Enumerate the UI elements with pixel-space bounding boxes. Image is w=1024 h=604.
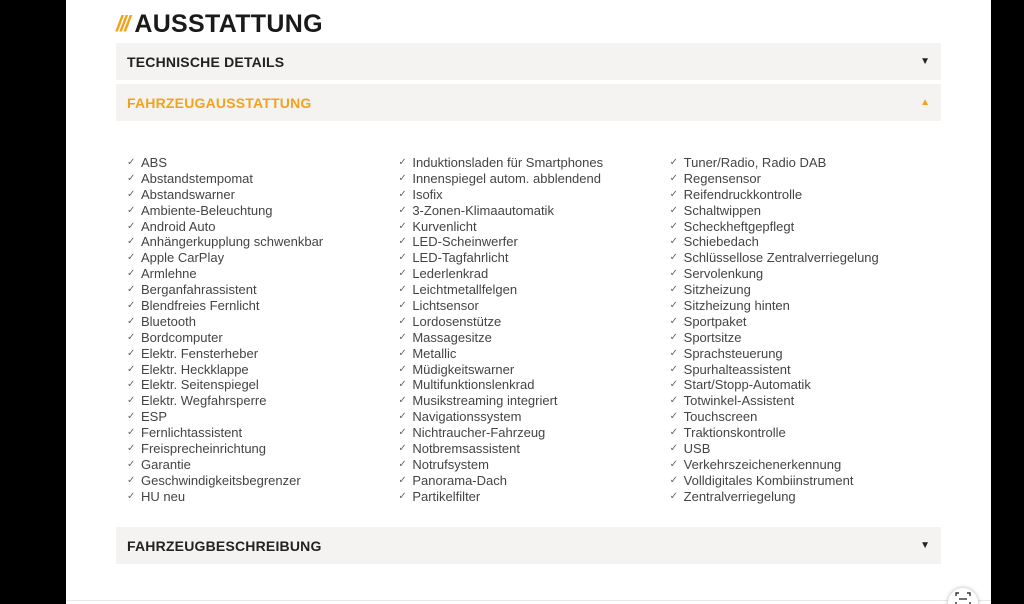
feature-item <box>670 346 941 362</box>
feature-label: Berganfahrassistent <box>141 282 257 298</box>
feature-label: Freisprecheinrichtung <box>141 441 267 457</box>
feature-label: LED-Tagfahrlicht <box>412 250 509 266</box>
feature-label: Massagesitze <box>412 329 492 345</box>
feature-item <box>670 155 941 171</box>
feature-label: Bordcomputer <box>141 329 223 345</box>
feature-item <box>670 298 941 314</box>
checkmark-icon: ✓ <box>398 331 407 343</box>
checkmark-icon: ✓ <box>398 236 407 248</box>
checkmark-icon: ✓ <box>127 347 136 359</box>
feature-item <box>670 330 941 346</box>
feature-item <box>398 457 669 473</box>
feature-label: Sprachsteuerung <box>683 345 783 361</box>
checkmark-icon: ✓ <box>669 268 679 280</box>
checkmark-icon: ✓ <box>669 458 679 470</box>
feature-item <box>670 266 941 282</box>
feature-item <box>398 489 669 505</box>
feature-item <box>127 187 398 203</box>
checkmark-icon: ✓ <box>398 443 407 455</box>
feature-label: Metallic <box>412 345 457 361</box>
feature-item <box>127 457 398 473</box>
checkmark-icon: ✓ <box>669 395 679 407</box>
feature-column-2 <box>398 155 669 505</box>
feature-label: Lichtsensor <box>412 298 479 314</box>
checkmark-icon: ✓ <box>669 220 679 232</box>
feature-item <box>670 203 941 219</box>
checkmark-icon: ✓ <box>398 427 407 439</box>
feature-label: Sitzheizung <box>683 282 751 298</box>
checkmark-icon: ✓ <box>127 379 136 391</box>
checkmark-icon: ✓ <box>398 474 407 486</box>
checkmark-icon: ✓ <box>669 204 679 216</box>
feature-item <box>398 187 669 203</box>
feature-label: Lordosenstütze <box>412 313 502 329</box>
feature-item <box>398 409 669 425</box>
feature-item <box>127 266 398 282</box>
feature-label: Totwinkel-Assistent <box>683 393 795 409</box>
feature-label: Müdigkeitswarner <box>412 361 515 377</box>
feature-column-3 <box>670 155 941 505</box>
feature-item <box>670 234 941 250</box>
checkmark-icon: ✓ <box>669 347 679 359</box>
feature-label: Traktionskontrolle <box>683 425 786 441</box>
feature-item <box>398 234 669 250</box>
section-heading <box>116 8 323 40</box>
accordion-vehicle-equipment[interactable] <box>116 84 941 121</box>
feature-item <box>398 203 669 219</box>
feature-label: Abstandswarner <box>141 186 235 202</box>
feature-label: Apple CarPlay <box>141 250 225 266</box>
feature-label: Isofix <box>412 186 443 202</box>
chevron-down-icon[interactable]: ▼ <box>920 540 930 551</box>
feature-label: Notrufsystem <box>412 456 489 472</box>
checkmark-icon: ✓ <box>398 490 407 502</box>
checkmark-icon: ✓ <box>669 331 679 343</box>
checkmark-icon: ✓ <box>127 458 136 470</box>
feature-label: Spurhalteassistent <box>683 361 791 377</box>
feature-label: 3-Zonen-Klimaautomatik <box>412 202 554 218</box>
feature-label: ESP <box>141 409 168 425</box>
feature-item <box>398 346 669 362</box>
checkmark-icon: ✓ <box>127 220 136 232</box>
scan-icon <box>955 592 971 604</box>
feature-item <box>127 409 398 425</box>
feature-item <box>398 219 669 235</box>
checkmark-icon: ✓ <box>127 236 136 248</box>
feature-item <box>398 425 669 441</box>
checkmark-icon: ✓ <box>398 411 407 423</box>
feature-item <box>670 282 941 298</box>
feature-label: HU neu <box>141 488 186 504</box>
feature-item <box>127 362 398 378</box>
feature-label: Sportpaket <box>683 313 747 329</box>
feature-label: Verkehrszeichenerkennung <box>683 456 842 472</box>
checkmark-icon: ✓ <box>127 252 136 264</box>
feature-label: Innenspiegel autom. abblendend <box>412 170 601 186</box>
feature-item <box>398 362 669 378</box>
feature-label: Nichtraucher-Fahrzeug <box>412 425 546 441</box>
feature-item <box>127 234 398 250</box>
feature-label: Sportsitze <box>683 329 742 345</box>
checkmark-icon: ✓ <box>127 331 136 343</box>
feature-item <box>398 330 669 346</box>
feature-item <box>398 441 669 457</box>
checkmark-icon: ✓ <box>398 172 407 184</box>
checkmark-icon: ✓ <box>669 411 679 423</box>
checkmark-icon: ✓ <box>669 236 679 248</box>
feature-item <box>398 266 669 282</box>
checkmark-icon: ✓ <box>669 315 679 327</box>
feature-label: Scheckheftgepflegt <box>683 218 795 234</box>
checkmark-icon: ✓ <box>127 363 136 375</box>
feature-label: Elektr. Seitenspiegel <box>141 377 259 393</box>
divider <box>66 600 991 601</box>
feature-label: Navigationssystem <box>412 409 522 425</box>
feature-label: Kurvenlicht <box>412 218 477 234</box>
feature-item <box>127 203 398 219</box>
feature-label: Leichtmetallfelgen <box>412 282 518 298</box>
feature-item <box>670 393 941 409</box>
feature-item <box>670 409 941 425</box>
content-page <box>66 0 991 604</box>
feature-label: Volldigitales Kombiinstrument <box>683 472 854 488</box>
feature-item <box>670 219 941 235</box>
feature-label: Blendfreies Fernlicht <box>141 298 260 314</box>
checkmark-icon: ✓ <box>669 379 679 391</box>
feature-label: Ambiente-Beleuchtung <box>141 202 273 218</box>
feature-item <box>398 171 669 187</box>
checkmark-icon: ✓ <box>127 157 136 168</box>
checkmark-icon: ✓ <box>398 458 407 470</box>
heading-accent: /// <box>116 11 129 36</box>
feature-label: Armlehne <box>141 266 197 282</box>
feature-label: Anhängerkupplung schwenkbar <box>141 234 324 250</box>
feature-item <box>670 171 941 187</box>
checkmark-icon: ✓ <box>669 284 679 296</box>
feature-item <box>127 377 398 393</box>
feature-label: USB <box>683 441 711 457</box>
feature-item <box>670 441 941 457</box>
feature-item <box>398 473 669 489</box>
feature-item <box>127 393 398 409</box>
checkmark-icon: ✓ <box>127 315 136 327</box>
feature-item <box>127 250 398 266</box>
feature-item <box>127 155 398 171</box>
checkmark-icon: ✓ <box>127 474 136 486</box>
feature-item <box>670 457 941 473</box>
checkmark-icon: ✓ <box>669 474 679 486</box>
feature-label: Elektr. Heckklappe <box>141 361 249 377</box>
feature-item <box>670 489 941 505</box>
chevron-down-icon[interactable]: ▼ <box>920 56 930 67</box>
checkmark-icon: ✓ <box>669 363 679 375</box>
checkmark-icon: ✓ <box>127 268 136 280</box>
feature-label: Fernlichtassistent <box>141 425 243 441</box>
feature-item <box>398 282 669 298</box>
feature-item <box>670 425 941 441</box>
feature-label: Schaltwippen <box>683 202 761 218</box>
feature-label: Lederlenkrad <box>412 266 489 282</box>
feature-item <box>670 187 941 203</box>
feature-item <box>127 425 398 441</box>
checkmark-icon: ✓ <box>127 443 136 455</box>
feature-label: Multifunktionslenkrad <box>412 377 535 393</box>
feature-item <box>127 298 398 314</box>
feature-list <box>127 155 941 505</box>
feature-item <box>398 250 669 266</box>
feature-label: Touchscreen <box>683 409 758 425</box>
checkmark-icon: ✓ <box>127 427 136 439</box>
checkmark-icon: ✓ <box>127 284 136 296</box>
checkmark-icon: ✓ <box>127 188 136 200</box>
feature-label: Notbremsassistent <box>412 441 520 457</box>
feature-item <box>127 219 398 235</box>
accordion-technical-details[interactable] <box>116 43 941 80</box>
feature-item <box>398 298 669 314</box>
checkmark-icon: ✓ <box>669 300 679 312</box>
feature-label: Start/Stopp-Automatik <box>683 377 811 393</box>
feature-item <box>127 171 398 187</box>
feature-item <box>127 346 398 362</box>
feature-item <box>670 377 941 393</box>
checkmark-icon: ✓ <box>127 300 136 312</box>
feature-label: Reifendruckkontrolle <box>683 186 803 202</box>
chevron-up-icon[interactable]: ▲ <box>920 97 930 108</box>
checkmark-icon: ✓ <box>669 252 679 264</box>
checkmark-icon: ✓ <box>398 268 407 280</box>
feature-label: ABS <box>141 155 168 170</box>
feature-item <box>398 393 669 409</box>
checkmark-icon: ✓ <box>398 204 407 216</box>
feature-label: Regensensor <box>683 170 761 186</box>
feature-label: Zentralverriegelung <box>683 488 796 504</box>
checkmark-icon: ✓ <box>398 395 407 407</box>
feature-label: Musikstreaming integriert <box>412 393 558 409</box>
checkmark-icon: ✓ <box>127 490 136 502</box>
checkmark-icon: ✓ <box>669 490 679 502</box>
accordion-label: FAHRZEUGAUSSTATTUNG <box>127 94 312 111</box>
checkmark-icon: ✓ <box>398 300 407 312</box>
checkmark-icon: ✓ <box>127 411 136 423</box>
feature-item <box>127 314 398 330</box>
feature-item <box>127 330 398 346</box>
feature-label: Tuner/Radio, Radio DAB <box>683 155 827 170</box>
feature-label: Bluetooth <box>141 313 196 329</box>
feature-item <box>670 250 941 266</box>
feature-label: LED-Scheinwerfer <box>412 234 518 250</box>
feature-label: Induktionsladen für Smartphones <box>412 155 604 170</box>
feature-item <box>127 441 398 457</box>
feature-label: Partikelfilter <box>412 488 481 504</box>
checkmark-icon: ✓ <box>398 157 407 168</box>
feature-column-1 <box>127 155 398 505</box>
feature-item <box>398 155 669 171</box>
feature-label: Elektr. Wegfahrsperre <box>141 393 267 409</box>
checkmark-icon: ✓ <box>398 315 407 327</box>
feature-item <box>670 473 941 489</box>
feature-label: Servolenkung <box>683 266 764 282</box>
checkmark-icon: ✓ <box>398 379 407 391</box>
checkmark-icon: ✓ <box>398 284 407 296</box>
feature-label: Panorama-Dach <box>412 472 507 488</box>
feature-label: Geschwindigkeitsbegrenzer <box>141 472 301 488</box>
checkmark-icon: ✓ <box>669 443 679 455</box>
feature-label: Schiebedach <box>683 234 759 250</box>
checkmark-icon: ✓ <box>398 220 407 232</box>
feature-item <box>127 473 398 489</box>
checkmark-icon: ✓ <box>127 204 136 216</box>
checkmark-icon: ✓ <box>669 427 679 439</box>
checkmark-icon: ✓ <box>669 172 679 184</box>
checkmark-icon: ✓ <box>127 395 136 407</box>
checkmark-icon: ✓ <box>398 363 407 375</box>
accordion-label: FAHRZEUGBESCHREIBUNG <box>127 537 322 554</box>
feature-label: Android Auto <box>141 218 216 234</box>
feature-item <box>127 489 398 505</box>
feature-label: Sitzheizung hinten <box>683 298 790 314</box>
feature-item <box>398 314 669 330</box>
feature-label: Schlüssellose Zentralverriegelung <box>683 250 879 266</box>
feature-item <box>670 362 941 378</box>
feature-item <box>398 377 669 393</box>
checkmark-icon: ✓ <box>398 347 407 359</box>
checkmark-icon: ✓ <box>398 188 407 200</box>
checkmark-icon: ✓ <box>127 172 136 184</box>
feature-item <box>127 282 398 298</box>
feature-label: Garantie <box>141 456 191 472</box>
checkmark-icon: ✓ <box>669 188 679 200</box>
checkmark-icon: ✓ <box>669 157 679 168</box>
accordion-vehicle-description[interactable] <box>116 527 941 564</box>
page-title: AUSSTATTUNG <box>134 9 323 38</box>
accordion-label: TECHNISCHE DETAILS <box>127 53 285 70</box>
feature-item <box>670 314 941 330</box>
feature-label: Elektr. Fensterheber <box>141 345 259 361</box>
checkmark-icon: ✓ <box>398 252 407 264</box>
feature-label: Abstandstempomat <box>141 170 254 186</box>
